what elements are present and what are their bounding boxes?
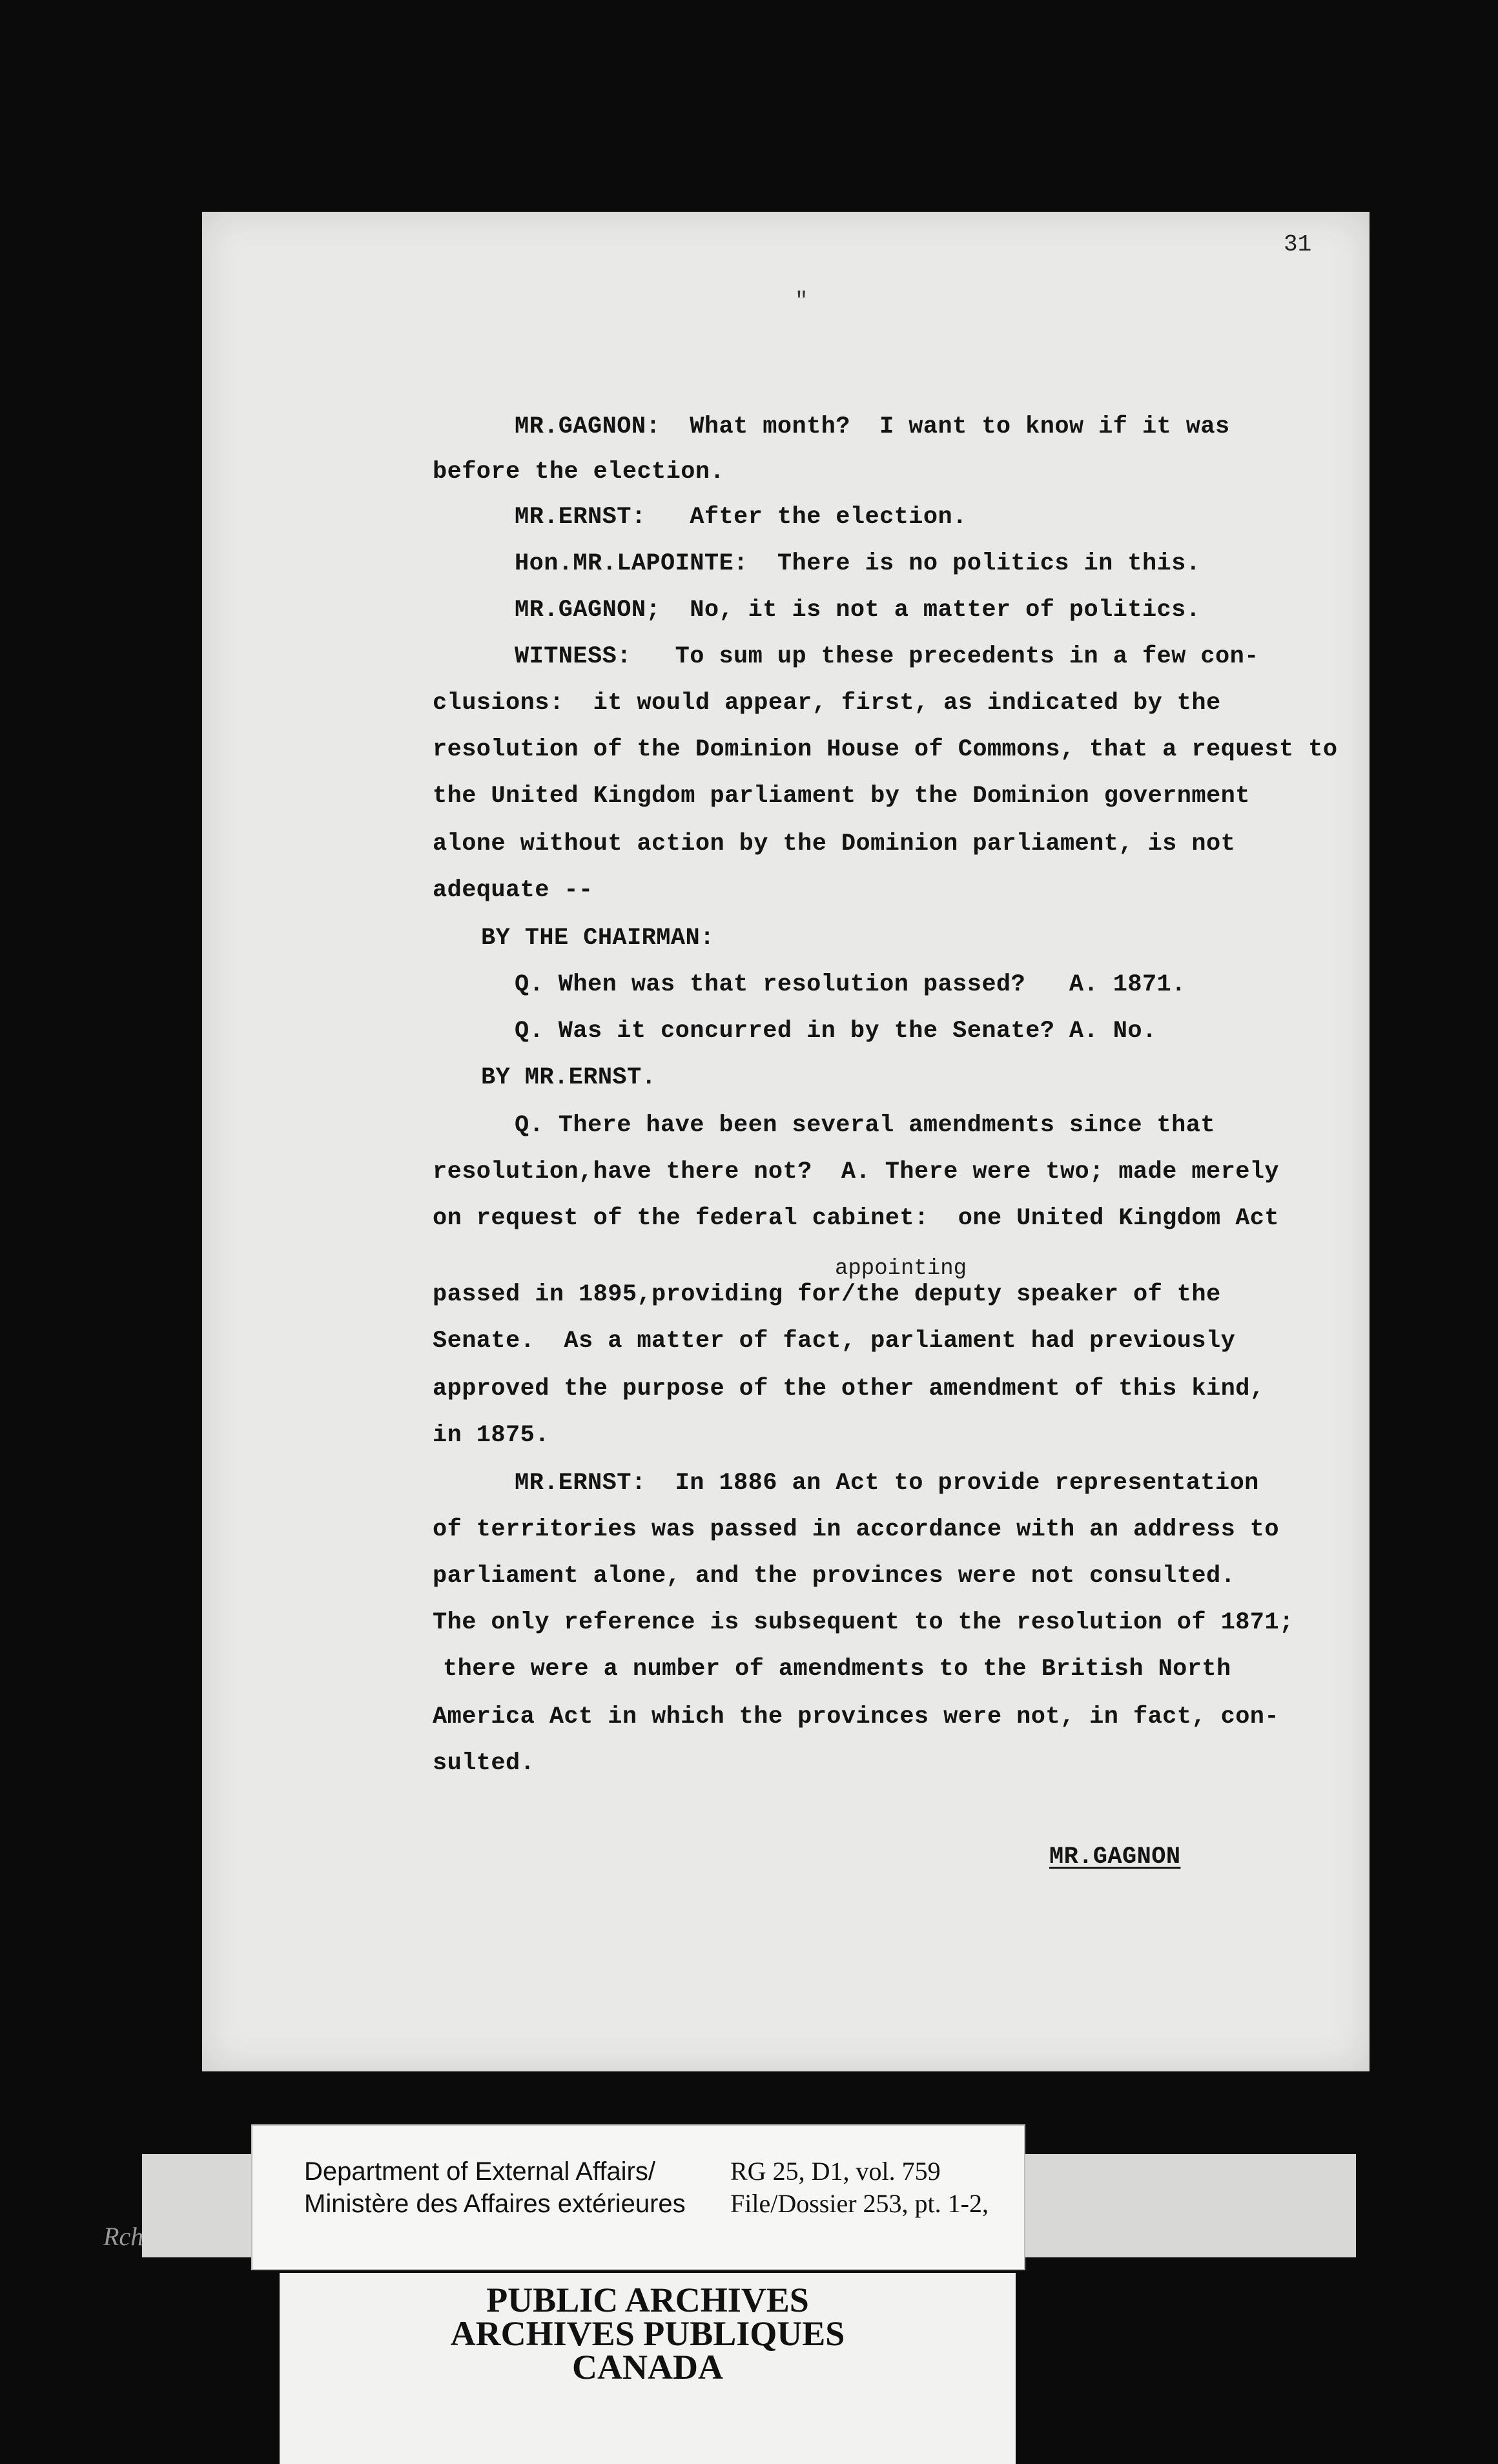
text-line: MR.ERNST: After the election.: [515, 504, 967, 531]
page-number: 31: [1284, 231, 1312, 258]
text-line: alone without action by the Dominion parliament, is not: [433, 830, 1236, 857]
reference-file: File/Dossier 253, pt. 1-2,: [730, 2189, 989, 2218]
text-line: sulted.: [433, 1750, 535, 1777]
text-line: parliament alone, and the provinces were not consulted.: [433, 1563, 1236, 1590]
text-line: MR.GAGNON; No, it is not a matter of politics.: [515, 597, 1201, 624]
stamp-line-1: PUBLIC ARCHIVES: [486, 2281, 809, 2319]
text-line: there were a number of amendments to the British North: [443, 1656, 1231, 1683]
text-line: the United Kingdom parliament by the Dominion government: [433, 783, 1250, 810]
text-line: The only reference is subsequent to the resolution of 1871;: [433, 1609, 1294, 1636]
department-block: [304, 2155, 686, 2220]
text-line: MR.GAGNON: What month? I want to know if it was: [515, 413, 1230, 440]
edge-mark: Rch: [103, 2222, 144, 2251]
text-line: resolution,have there not? A. There were two; made merely: [433, 1158, 1280, 1186]
text-line: resolution of the Dominion House of Commons, that a request to: [433, 736, 1338, 763]
document-page: [202, 212, 1370, 2071]
reference-volume: RG 25, D1, vol. 759: [730, 2157, 941, 2186]
signature-line: MR.GAGNON: [1049, 1843, 1181, 1871]
text-line: Senate. As a matter of fact, parliament had previously: [433, 1328, 1236, 1355]
text-line: in 1875.: [433, 1422, 549, 1449]
text-line: BY THE CHAIRMAN:: [481, 925, 715, 952]
text-line: on request of the federal cabinet: one United Kingdom Act: [433, 1205, 1280, 1232]
text-line: WITNESS: To sum up these precedents in a few con-: [515, 643, 1259, 670]
text-line: Q. When was that resolution passed? A. 1871.: [515, 971, 1186, 998]
text-line: passed in 1895,providing for/the deputy speaker of the: [433, 1281, 1221, 1308]
text-line: clusions: it would appear, first, as indicated by the: [433, 690, 1221, 717]
handwritten-insertion: appointing: [835, 1257, 967, 1281]
department-en: Department of External Affairs/: [304, 2157, 655, 2186]
typewritten-text: [202, 212, 1370, 1871]
reference-block: [730, 2155, 989, 2220]
stamp-line-3: CANADA: [572, 2348, 723, 2387]
text-line: before the election.: [433, 458, 725, 486]
text-line: Q. Was it concurred in by the Senate? A. No.: [515, 1018, 1157, 1045]
text-line: adequate --: [433, 877, 593, 904]
text-line: BY MR.ERNST.: [481, 1064, 657, 1091]
text-line: Hon.MR.LAPOINTE: There is no politics in this.: [515, 550, 1201, 577]
text-line: of territories was passed in accordance with an address to: [433, 1516, 1280, 1543]
stamp-line-2: ARCHIVES PUBLIQUES: [450, 2314, 845, 2353]
text-line: America Act in which the provinces were not, in fact, con-: [433, 1703, 1280, 1730]
text-line: approved the purpose of the other amendment of this kind,: [433, 1375, 1265, 1402]
archive-label: [251, 2124, 1025, 2270]
text-line: MR.ERNST: In 1886 an Act to provide representation: [515, 1470, 1259, 1497]
text-line: Q. There have been several amendments since that: [515, 1112, 1215, 1139]
archives-stamp: [280, 2273, 1016, 2464]
department-fr: Ministère des Affaires extérieures: [304, 2190, 686, 2218]
tick-mark: ": [795, 289, 808, 314]
